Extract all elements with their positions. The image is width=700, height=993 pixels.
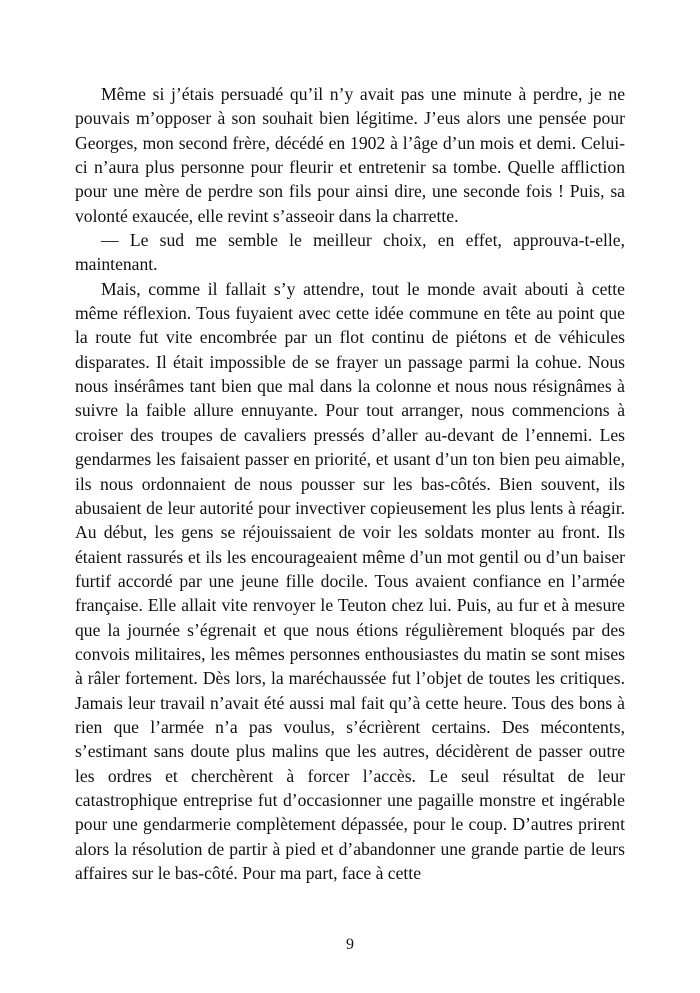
page-number: 9 [346,936,354,953]
paragraph-2-dialogue: — Le sud me semble le meilleur choix, en effet, approuva-t-elle, maintenant. [75,230,625,275]
page-body [75,82,625,885]
paragraph-3: Mais, comme il fallait s’y attendre, tout le monde avait abouti à cette même réflexion. Tous fuyaient avec cette idée commune en tête au point que la route fut vite encombrée par un flot continu de piétons et de véhicules disparates. Il était impossible de se frayer un passage parmi la cohue. Nous nous insérâmes tant bien que mal dans la colonne et nous nous résignâmes à suivre la faible allure ennuyante. Pour tout arranger, nous commencions à croiser des troupes de cavaliers pressés d’aller au-devant de l’ennemi. Les gendarmes les faisaient passer en priorité, et usant d’un ton bien peu aimable, ils nous ordonnaient de nous pousser sur les bas-côtés. Bien souvent, ils abusaient de leur autorité pour invectiver copieusement les plus lents à réagir. Au début, les gens se réjouissaient de voir les soldats monter au front. Ils étaient rassurés et ils les encourageaient même d’un mot gentil ou d’un baiser furtif accordé par une jeune fille docile. Tous avaient confiance en l’armée française. Elle allait vite renvoyer le Teuton chez lui. Puis, au fur et à mesure que la journée s’égrenait et que nous étions régulièrement bloqués par des convois militaires, les mêmes personnes enthousiastes du matin se sont mises à râler fortement. Dès lors, la maréchaussée fut l’objet de toutes les critiques. Jamais leur travail n’avait été aussi mal fait qu’à cette heure. Tous des bons à rien que l’armée n’a pas voulus, s’écrièrent certains. Des mécontents, s’estimant sans doute plus malins que les autres, décidèrent de passer outre les ordres et cherchèrent à forcer l’accès. Le seul résultat de leur catastrophique entreprise fut d’occasionner une pagaille monstre et ingérable pour une gendarmerie complètement dépassée, pour le coup. D’autres prirent alors la résolution de partir à pied et d’abandonner une grande partie de leurs affaires sur le bas-côté. Pour ma part, face à cette [75,278,625,883]
paragraph-1: Même si j’étais persuadé qu’il n’y avait pas une minute à perdre, je ne pouvais m’opposer à son souhait bien légitime. J’eus alors une pensée pour Georges, mon second frère, décédé en 1902 à l’âge d’un mois et demi. Celui-ci n’aura plus personne pour fleurir et entretenir sa tombe. Quelle affliction pour une mère de perdre son fils pour ainsi dire, une seconde fois ! Puis, sa volonté exaucée, elle revint s’asseoir dans la charrette. [75,84,625,226]
